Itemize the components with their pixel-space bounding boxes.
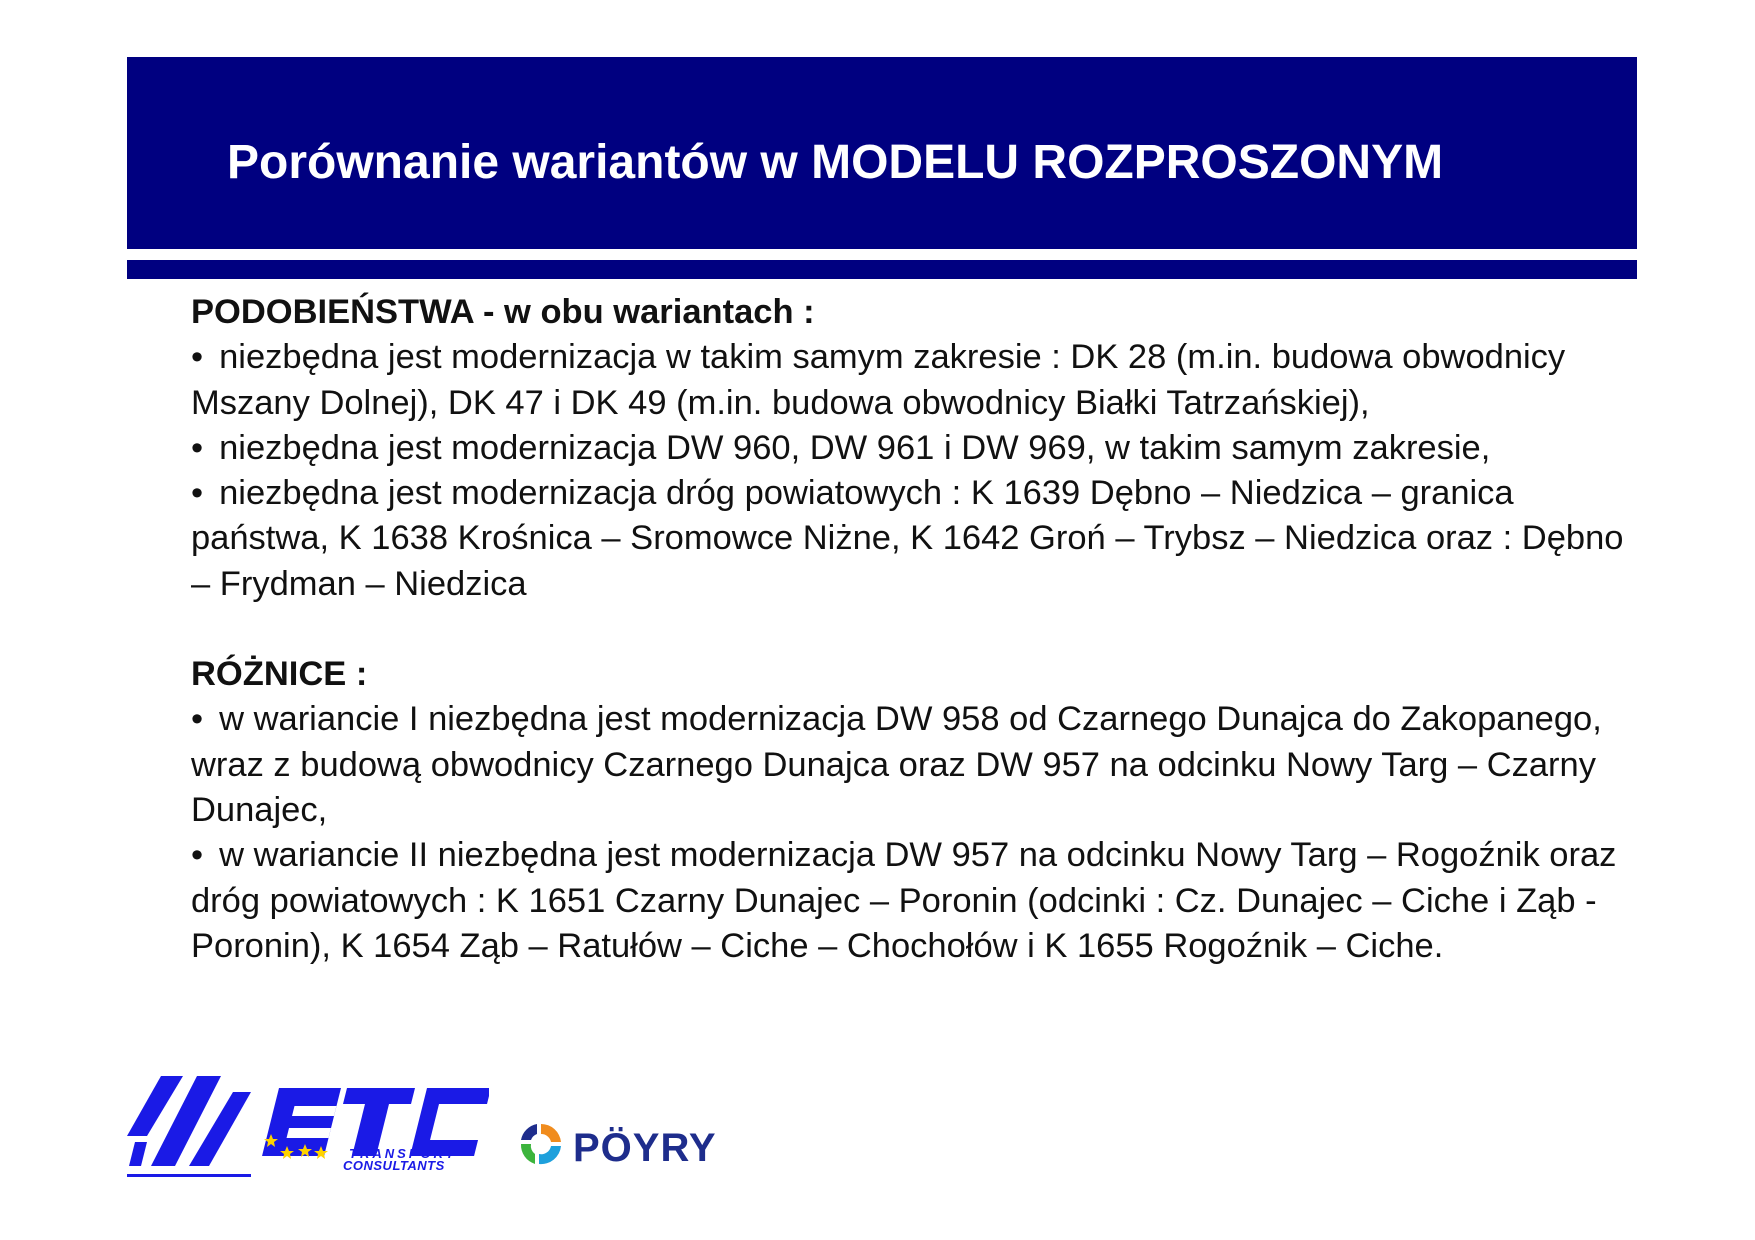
similarities-bullet-text: niezbędna jest modernizacja dróg powiatowych : K 1639 Dębno – Niedzica – granica państwa, K 1638 Krośnica – Sromowce Niżne, K 1642 Groń – Trybsz – Niedzica oraz : Dębno – Frydman – Niedzica	[191, 474, 1624, 603]
poyry-logo	[517, 1120, 787, 1172]
bullet-dot-icon: •	[191, 700, 204, 739]
title-band	[127, 57, 1637, 249]
similarities-bullet-1	[191, 335, 1631, 426]
section-spacer	[191, 607, 1631, 652]
similarities-bullet-2	[191, 426, 1631, 471]
etc-stripes-logo-icon	[127, 1070, 255, 1180]
differences-bullet-1	[191, 697, 1631, 833]
logo-strip	[127, 1066, 787, 1186]
slide-content	[191, 290, 1631, 969]
bullet-dot-icon: •	[191, 428, 204, 467]
etc-line2: CONSULTANTS	[343, 1158, 445, 1172]
bullet-dot-icon: •	[191, 338, 204, 377]
title-underline-rule	[127, 260, 1637, 279]
similarities-heading: PODOBIEŃSTWA - w obu wariantach :	[191, 293, 815, 331]
differences-bullet-2	[191, 833, 1631, 969]
differences-bullet-text: w wariancie II niezbędna jest modernizacja DW 957 na odcinku Nowy Targ – Rogoźnik oraz dróg powiatowych : K 1651 Czarny Dunajec – Poronin (odcinki : Cz. Dunajec – Ciche i Ząb - Poronin), K 1654 Ząb – Ratułów – Ciche – Chochołów i K 1655 Rogoźnik – Ciche.	[191, 836, 1617, 965]
similarities-bullet-3	[191, 471, 1631, 607]
similarities-bullet-text: niezbędna jest modernizacja DW 960, DW 961 i DW 969, w takim samym zakresie,	[219, 428, 1491, 467]
bullet-dot-icon: •	[191, 836, 204, 875]
slide-title: Porównanie wariantów w MODELU ROZPROSZONYM	[227, 136, 1444, 189]
bullet-dot-icon: •	[191, 474, 204, 513]
poyry-swirl-icon	[521, 1124, 561, 1164]
etc-transport-consultants-logo	[259, 1088, 489, 1172]
etc-line1: TRANSPORT	[349, 1146, 457, 1161]
poyry-wordmark: PÖYRY	[573, 1126, 717, 1170]
similarities-bullet-text: niezbędna jest modernizacja w takim samym zakresie : DK 28 (m.in. budowa obwodnicy Mszany Dolnej), DK 47 i DK 49 (m.in. budowa obwodnicy Białki Tatrzańskiej),	[191, 338, 1566, 422]
differences-bullet-text: w wariancie I niezbędna jest modernizacja DW 958 od Czarnego Dunajca do Zakopanego, wraz z budową obwodnicy Czarnego Dunajca oraz DW 957 na odcinku Nowy Targ – Czarny Dunajec,	[191, 700, 1602, 829]
differences-heading: RÓŻNICE :	[191, 655, 368, 694]
